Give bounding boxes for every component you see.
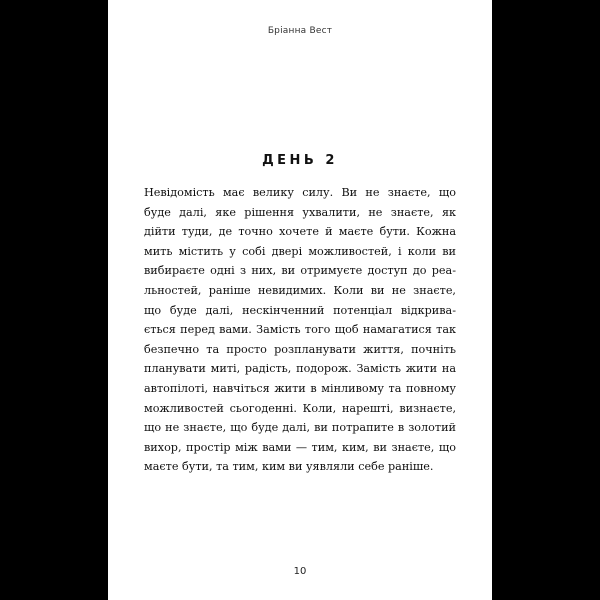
text-line: безпечно та просто розпланувати життя, почніть xyxy=(144,342,456,356)
chapter-title: ДЕНЬ 2 xyxy=(262,153,338,168)
text-line: мить містить у собі двері можливостей, і коли ви xyxy=(144,244,456,258)
text-line: автопілоті, навчіться жити в мінливому та повному xyxy=(144,381,456,395)
book-page xyxy=(108,0,492,600)
running-header-author: Бріанна Вест xyxy=(267,26,333,36)
page-number: 10 xyxy=(293,566,307,577)
body-paragraph xyxy=(144,183,456,477)
text-line: що буде далі, нескінченний потенціал відкрива- xyxy=(144,303,456,317)
text-line: вихор, простір між вами — тим, ким, ви знаєте, що xyxy=(144,440,456,454)
text-line-last: маєте бути, та тим, ким ви уявляли себе раніше. xyxy=(144,460,434,474)
text-line: планувати миті, радість, подорож. Замість жити на xyxy=(144,362,456,376)
text-line: буде далі, яке рішення ухвалити, не знаєте, як xyxy=(144,205,456,219)
text-line: дійти туди, де точно хочете й маєте бути. Кожна xyxy=(144,225,456,239)
text-line: Невідомість має велику силу. Ви не знаєте, що xyxy=(144,186,456,199)
text-line: льностей, раніше невидимих. Коли ви не знаєте, xyxy=(144,283,456,297)
text-line: що не знаєте, що буде далі, ви потрапите в золотий xyxy=(144,421,456,435)
text-line: вибираєте одні з них, ви отримуєте доступ до реа- xyxy=(144,264,456,278)
text-line: можливостей сьогоденні. Коли, нарешті, визнаєте, xyxy=(144,401,456,415)
text-line: ється перед вами. Замість того щоб намагатися так xyxy=(144,323,456,337)
